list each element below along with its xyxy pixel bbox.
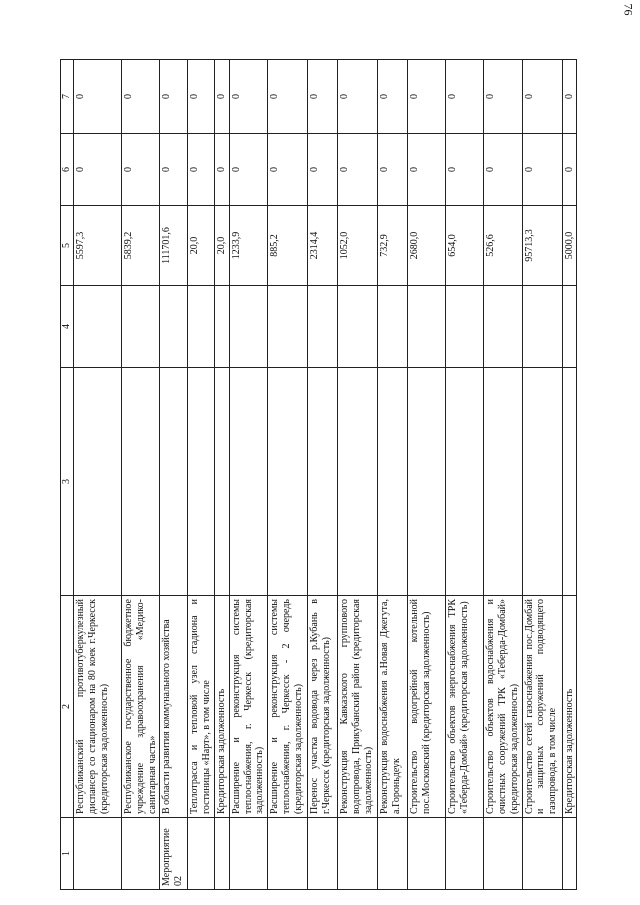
cell-col-2: Реконструкция Кавказского группового водопровода, Прикубанский район (кредиторская задолженность) (338, 596, 378, 818)
cell-col-3 (74, 368, 122, 596)
cell-col-1 (408, 818, 446, 890)
cell-col-3 (188, 368, 215, 596)
cell-col-5: 526,6 (484, 206, 522, 286)
table-row (308, 60, 338, 890)
cell-col-4 (522, 286, 562, 368)
cell-col-7: 0 (229, 60, 267, 134)
cell-col-1 (522, 818, 562, 890)
cell-col-5: 2680,0 (408, 206, 446, 286)
cell-col-3 (562, 368, 577, 596)
page-number: 76 (621, 3, 636, 16)
cell-col-2: Строительство сетей газоснабжения пос.Домбай и защитных сооружений подводящего газопровода, в том числе (522, 596, 562, 818)
cell-col-4 (484, 286, 522, 368)
table-row (484, 60, 522, 890)
cell-col-5: 732,9 (378, 206, 408, 286)
cell-col-7: 0 (74, 60, 122, 134)
header-col-4: 4 (61, 286, 74, 368)
table-row (408, 60, 446, 890)
cell-col-2: Республиканский противотуберкулезный диспансер со стационаром на 80 коек г.Черкесск (кредиторская задолженность) (74, 596, 122, 818)
cell-col-6: 0 (378, 134, 408, 206)
table-row (122, 60, 160, 890)
cell-col-6: 0 (522, 134, 562, 206)
cell-col-6: 0 (188, 134, 215, 206)
cell-col-7: 0 (408, 60, 446, 134)
cell-col-6: 0 (408, 134, 446, 206)
cell-col-2: В области развития коммунального хозяйства (160, 596, 188, 818)
cell-col-3 (229, 368, 267, 596)
cell-col-4 (74, 286, 122, 368)
table-row (562, 60, 577, 890)
cell-col-1 (214, 818, 229, 890)
cell-col-6: 0 (562, 134, 577, 206)
cell-col-3 (484, 368, 522, 596)
cell-col-6: 0 (484, 134, 522, 206)
cell-col-7: 0 (522, 60, 562, 134)
cell-col-1 (74, 818, 122, 890)
cell-col-3 (308, 368, 338, 596)
cell-col-5: 5597,3 (74, 206, 122, 286)
cell-col-4 (562, 286, 577, 368)
table-row (160, 60, 188, 890)
cell-col-7: 0 (308, 60, 338, 134)
cell-col-6: 0 (229, 134, 267, 206)
header-row (61, 60, 74, 890)
cell-col-2: Строительство водогрейной котельной пос.Московский (кредиторская задолженность) (408, 596, 446, 818)
cell-col-5: 95713,3 (522, 206, 562, 286)
cell-col-7: 0 (122, 60, 160, 134)
cell-col-1 (338, 818, 378, 890)
cell-col-1 (268, 818, 308, 890)
cell-col-7: 0 (160, 60, 188, 134)
cell-col-5: 5839,2 (122, 206, 160, 286)
cell-col-7: 0 (338, 60, 378, 134)
table-row (378, 60, 408, 890)
cell-col-6: 0 (122, 134, 160, 206)
table-row (188, 60, 215, 890)
cell-col-4 (160, 286, 188, 368)
cell-col-1 (446, 818, 484, 890)
cell-col-5: 20,0 (214, 206, 229, 286)
header-col-1: 1 (61, 818, 74, 890)
cell-col-4 (188, 286, 215, 368)
cell-col-5: 5000,0 (562, 206, 577, 286)
cell-col-4 (446, 286, 484, 368)
cell-col-2: Кредиторская задолженность (562, 596, 577, 818)
cell-col-5: 1052,0 (338, 206, 378, 286)
cell-col-1 (378, 818, 408, 890)
cell-col-2: Строительство объектов энергоснабжения ТРК «Теберда-Домбай» (кредиторская задолженность) (446, 596, 484, 818)
cell-col-3 (408, 368, 446, 596)
cell-col-4 (308, 286, 338, 368)
cell-col-5: 654,0 (446, 206, 484, 286)
cell-col-1 (308, 818, 338, 890)
table-row (268, 60, 308, 890)
cell-col-3 (378, 368, 408, 596)
cell-col-4 (122, 286, 160, 368)
cell-col-3 (122, 368, 160, 596)
cell-col-5: 111701,6 (160, 206, 188, 286)
rotated-page (60, 60, 620, 890)
cell-col-3 (446, 368, 484, 596)
header-col-2: 2 (61, 596, 74, 818)
cell-col-2: Республиканское государственное бюджетное учреждение здравоохранения «Медико-санитарная часть» (122, 596, 160, 818)
table-row (214, 60, 229, 890)
header-col-6: 6 (61, 134, 74, 206)
cell-col-4 (338, 286, 378, 368)
cell-col-4 (408, 286, 446, 368)
cell-col-6: 0 (74, 134, 122, 206)
cell-col-6: 0 (214, 134, 229, 206)
header-col-7: 7 (61, 60, 74, 134)
cell-col-6: 0 (338, 134, 378, 206)
cell-col-7: 0 (214, 60, 229, 134)
cell-col-1 (122, 818, 160, 890)
cell-col-7: 0 (446, 60, 484, 134)
table-row (74, 60, 122, 890)
cell-col-1 (484, 818, 522, 890)
cell-col-3 (268, 368, 308, 596)
cell-col-3 (338, 368, 378, 596)
cell-col-6: 0 (308, 134, 338, 206)
cell-col-4 (229, 286, 267, 368)
cell-col-6: 0 (446, 134, 484, 206)
table-row (522, 60, 562, 890)
cell-col-2: Расширение и реконструкция системы теплоснабжения, г. Черкесск - 2 очередь (кредиторская задолженность) (268, 596, 308, 818)
cell-col-5: 2314,4 (308, 206, 338, 286)
cell-col-2: Теплотрасса и тепловой узел стадиона и гостиницы «Нарт», в том числе (188, 596, 215, 818)
cell-col-2: Расширение и реконструкция системы теплоснабжения, г. Черкесск (кредиторская задолженность) (229, 596, 267, 818)
cell-col-5: 20,0 (188, 206, 215, 286)
cell-col-6: 0 (160, 134, 188, 206)
cell-col-4 (378, 286, 408, 368)
cell-col-5: 885,2 (268, 206, 308, 286)
table-row (446, 60, 484, 890)
cell-col-1 (188, 818, 215, 890)
table-row (338, 60, 378, 890)
cell-col-7: 0 (188, 60, 215, 134)
cell-col-2: Кредиторская задолженность (214, 596, 229, 818)
header-col-5: 5 (61, 206, 74, 286)
cell-col-7: 0 (484, 60, 522, 134)
cell-col-2: Строительство объектов водоснабжения и очистных сооружений ТРК «Теберда-Домбай» (кредиторская задолженность) (484, 596, 522, 818)
cell-col-4 (268, 286, 308, 368)
cell-col-6: 0 (268, 134, 308, 206)
cell-col-5: 1233,9 (229, 206, 267, 286)
cell-col-3 (522, 368, 562, 596)
budget-table (60, 59, 577, 890)
cell-col-2: Реконструкция водоснабжения а.Новая Джегута, а.Гороньдеук (378, 596, 408, 818)
cell-col-3 (214, 368, 229, 596)
cell-col-7: 0 (562, 60, 577, 134)
header-col-3: 3 (61, 368, 74, 596)
cell-col-3 (160, 368, 188, 596)
cell-col-7: 0 (268, 60, 308, 134)
cell-col-1 (562, 818, 577, 890)
table-row (229, 60, 267, 890)
cell-col-4 (214, 286, 229, 368)
cell-col-1: Мероприятие 02 (160, 818, 188, 890)
cell-col-1 (229, 818, 267, 890)
cell-col-7: 0 (378, 60, 408, 134)
cell-col-2: Перенос участка водовода через р.Кубань в г.Черкесск (кредиторская задолженность) (308, 596, 338, 818)
